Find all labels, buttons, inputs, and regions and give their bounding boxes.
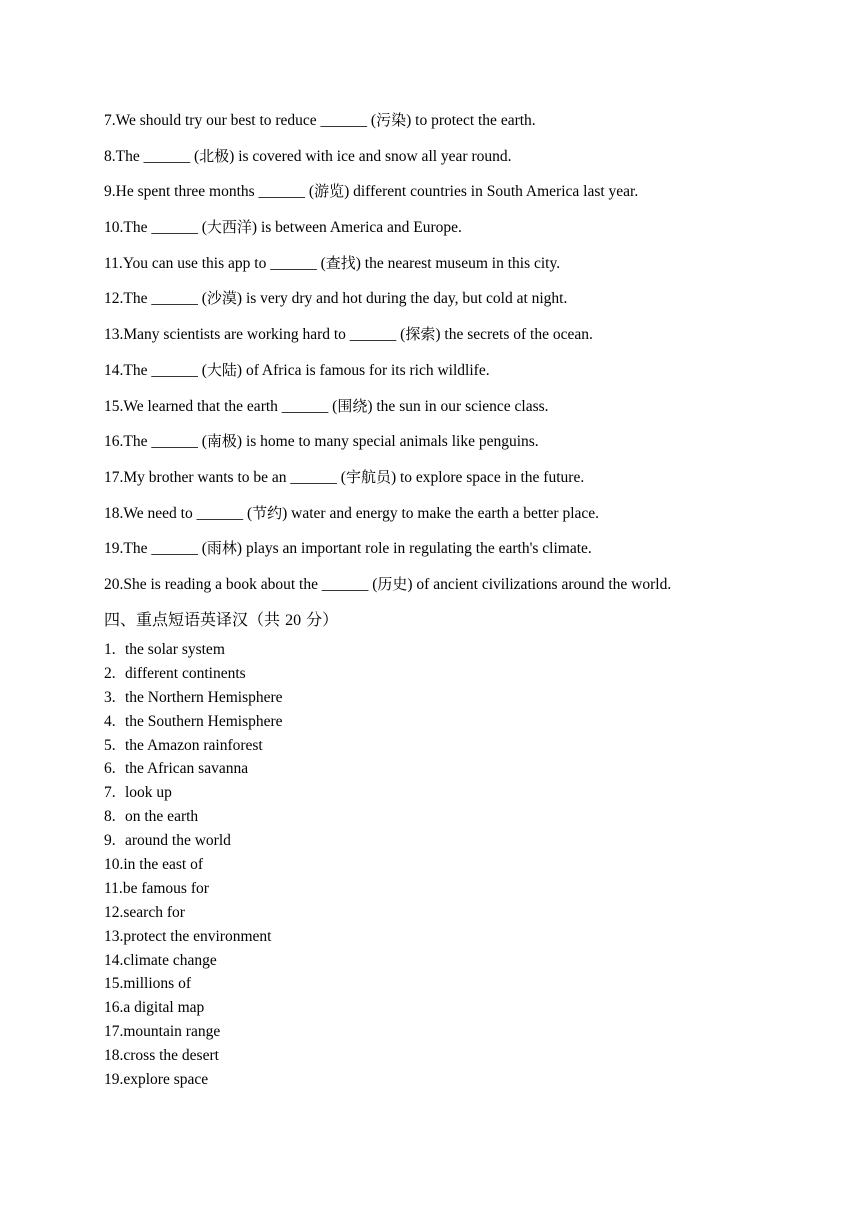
list-item	[104, 949, 504, 973]
item-number: 11.	[104, 879, 123, 897]
phrase-text: a digital map	[123, 999, 205, 1017]
list-item	[104, 877, 504, 901]
list-item	[104, 757, 504, 781]
phrase-text: in the east of	[123, 856, 204, 874]
item-text-before: The ______ (	[123, 433, 207, 451]
section-heading-text: 四、重点短语英译汉（共	[104, 610, 286, 629]
phrase-text: the Northern Hemisphere	[125, 688, 283, 706]
item-text-after: ) to protect the earth.	[406, 112, 536, 129]
chinese-hint: 大西洋	[206, 218, 252, 237]
item-number: 17.	[104, 468, 124, 486]
item-number: 16.	[104, 433, 124, 451]
item-number: 13.	[104, 927, 124, 945]
chinese-hint: 北极	[199, 146, 230, 165]
chinese-hint: 历史	[377, 574, 408, 593]
item-text-after: ) plays an important role in regulating the earth's climate.	[236, 540, 592, 558]
chinese-hint: 节约	[252, 503, 283, 522]
item-number: 10.	[104, 219, 124, 237]
item-text-after: ) the secrets of the ocean.	[435, 326, 593, 344]
item-number: 9.	[104, 832, 116, 850]
list-item	[104, 805, 504, 829]
item-text-before: Many scientists are working hard to ______ (	[123, 326, 406, 344]
phrase-text: look up	[125, 784, 172, 802]
list-item	[104, 829, 504, 853]
list-item	[104, 925, 504, 949]
item-text-after: ) is covered with ice and snow all year round.	[229, 147, 512, 165]
item-number: 7.	[104, 784, 116, 802]
item-number: 1.	[104, 641, 116, 658]
item-text-before: The ______ (	[123, 361, 207, 379]
phrase-text: mountain range	[123, 1023, 221, 1041]
chinese-hint: 围绕	[337, 396, 368, 415]
list-item	[104, 1068, 504, 1092]
phrase-text: climate change	[123, 951, 217, 969]
phrase-text: cross the desert	[123, 1047, 219, 1065]
section-heading	[104, 607, 338, 634]
phrase-text: the solar system	[125, 641, 225, 658]
list-item	[104, 662, 504, 686]
item-text-before: The ______ (	[123, 540, 207, 558]
fill-in-item-12	[104, 285, 804, 321]
fill-in-item-20	[104, 571, 804, 607]
chinese-hint: 大陆	[206, 360, 237, 379]
item-number: 5.	[104, 736, 116, 754]
chinese-hint: 南极	[206, 432, 237, 451]
list-item	[104, 996, 504, 1020]
phrase-text: be famous for	[122, 879, 209, 897]
item-text-after: ) of ancient civilizations around the world.	[407, 575, 672, 593]
item-number: 13.	[104, 326, 124, 344]
item-number: 15.	[104, 397, 124, 415]
list-item	[104, 1044, 504, 1068]
chinese-hint: 污染	[376, 111, 407, 129]
item-number: 6.	[104, 760, 116, 778]
item-number: 4.	[104, 712, 116, 730]
fill-in-item-19	[104, 535, 804, 571]
item-number: 18.	[104, 1047, 124, 1065]
list-item	[104, 710, 504, 734]
fill-in-item-8	[104, 143, 804, 179]
item-text-before: My brother wants to be an ______ (	[123, 468, 346, 486]
section-points: 20	[285, 612, 302, 629]
chinese-hint: 探索	[405, 325, 436, 344]
item-number: 20.	[104, 575, 124, 593]
item-text-after: ) the sun in our science class.	[367, 397, 549, 415]
list-item	[104, 734, 504, 758]
item-number: 19.	[104, 1071, 124, 1089]
item-text-before: The ______ (	[123, 290, 207, 308]
phrase-text: on the earth	[125, 808, 199, 826]
item-text-before: You can use this app to ______ (	[122, 254, 326, 272]
item-number: 14.	[104, 361, 124, 379]
chinese-hint: 游览	[314, 182, 345, 201]
phrase-text: search for	[123, 903, 185, 921]
section-heading-suffix: 分）	[301, 610, 339, 629]
item-number: 19.	[104, 540, 124, 558]
item-number: 16.	[104, 999, 124, 1017]
item-text-after: ) water and energy to make the earth a better place.	[282, 504, 600, 522]
phrase-text: around the world	[125, 832, 231, 850]
item-text-after: ) of Africa is famous for its rich wildlife.	[236, 361, 490, 379]
phrase-text: the Amazon rainforest	[125, 736, 263, 754]
fill-in-item-16	[104, 428, 804, 464]
item-number: 18.	[104, 504, 124, 522]
item-text-after: ) is home to many special animals like penguins.	[236, 433, 539, 451]
list-item	[104, 1020, 504, 1044]
item-text-before: We should try our best to reduce ______ (	[115, 112, 377, 129]
item-text-before: The ______ (	[123, 219, 207, 237]
item-text-before: We need to ______ (	[123, 504, 253, 522]
item-number: 12.	[104, 903, 124, 921]
phrase-text: millions of	[123, 975, 191, 993]
item-number: 17.	[104, 1023, 124, 1041]
item-number: 14.	[104, 951, 124, 969]
item-text-before: The ______ (	[115, 147, 200, 165]
list-item	[104, 853, 504, 877]
list-item	[104, 638, 504, 662]
fill-in-item-10	[104, 214, 804, 250]
phrase-list	[104, 638, 504, 1092]
list-item	[104, 686, 504, 710]
fill-in-item-17	[104, 464, 804, 500]
item-number: 12.	[104, 290, 124, 308]
item-number: 8.	[104, 808, 116, 826]
list-item	[104, 972, 504, 996]
phrase-text: explore space	[123, 1071, 209, 1089]
fill-in-item-15	[104, 393, 804, 429]
item-number: 10.	[104, 856, 124, 874]
fill-in-item-13	[104, 321, 804, 357]
item-text-before: She is reading a book about the ______ (	[123, 575, 378, 593]
list-item	[104, 901, 504, 925]
phrase-text: the African savanna	[125, 760, 249, 778]
phrase-text: the Southern Hemisphere	[125, 712, 283, 730]
item-number: 9.	[104, 183, 116, 201]
fill-in-item-11	[104, 250, 804, 286]
item-text-after: ) different countries in South America last year.	[344, 183, 639, 201]
fill-in-item-18	[104, 500, 804, 536]
item-text-before: He spent three months ______ (	[115, 183, 315, 201]
fill-in-item-9	[104, 178, 804, 214]
fill-in-item-14	[104, 357, 804, 393]
item-text-after: ) to explore space in the future.	[390, 468, 585, 486]
item-number: 8.	[104, 147, 116, 165]
phrase-text: different continents	[125, 664, 246, 682]
fill-in-section	[104, 107, 804, 607]
item-text-before: We learned that the earth ______ (	[123, 397, 338, 415]
item-number: 7.	[104, 112, 116, 129]
phrase-text: protect the environment	[123, 927, 272, 945]
chinese-hint: 沙漠	[206, 289, 237, 308]
chinese-hint: 雨林	[206, 539, 237, 558]
list-item	[104, 781, 504, 805]
item-number: 11.	[104, 254, 123, 272]
chinese-hint: 宇航员	[345, 467, 391, 486]
item-text-after: ) is very dry and hot during the day, but cold at night.	[236, 290, 568, 308]
item-text-after: ) is between America and Europe.	[251, 219, 462, 237]
item-number: 2.	[104, 664, 116, 682]
item-number: 3.	[104, 688, 116, 706]
item-number: 15.	[104, 975, 124, 993]
fill-in-item-7	[104, 107, 804, 143]
chinese-hint: 查找	[325, 253, 356, 272]
item-text-after: ) the nearest museum in this city.	[355, 254, 561, 272]
